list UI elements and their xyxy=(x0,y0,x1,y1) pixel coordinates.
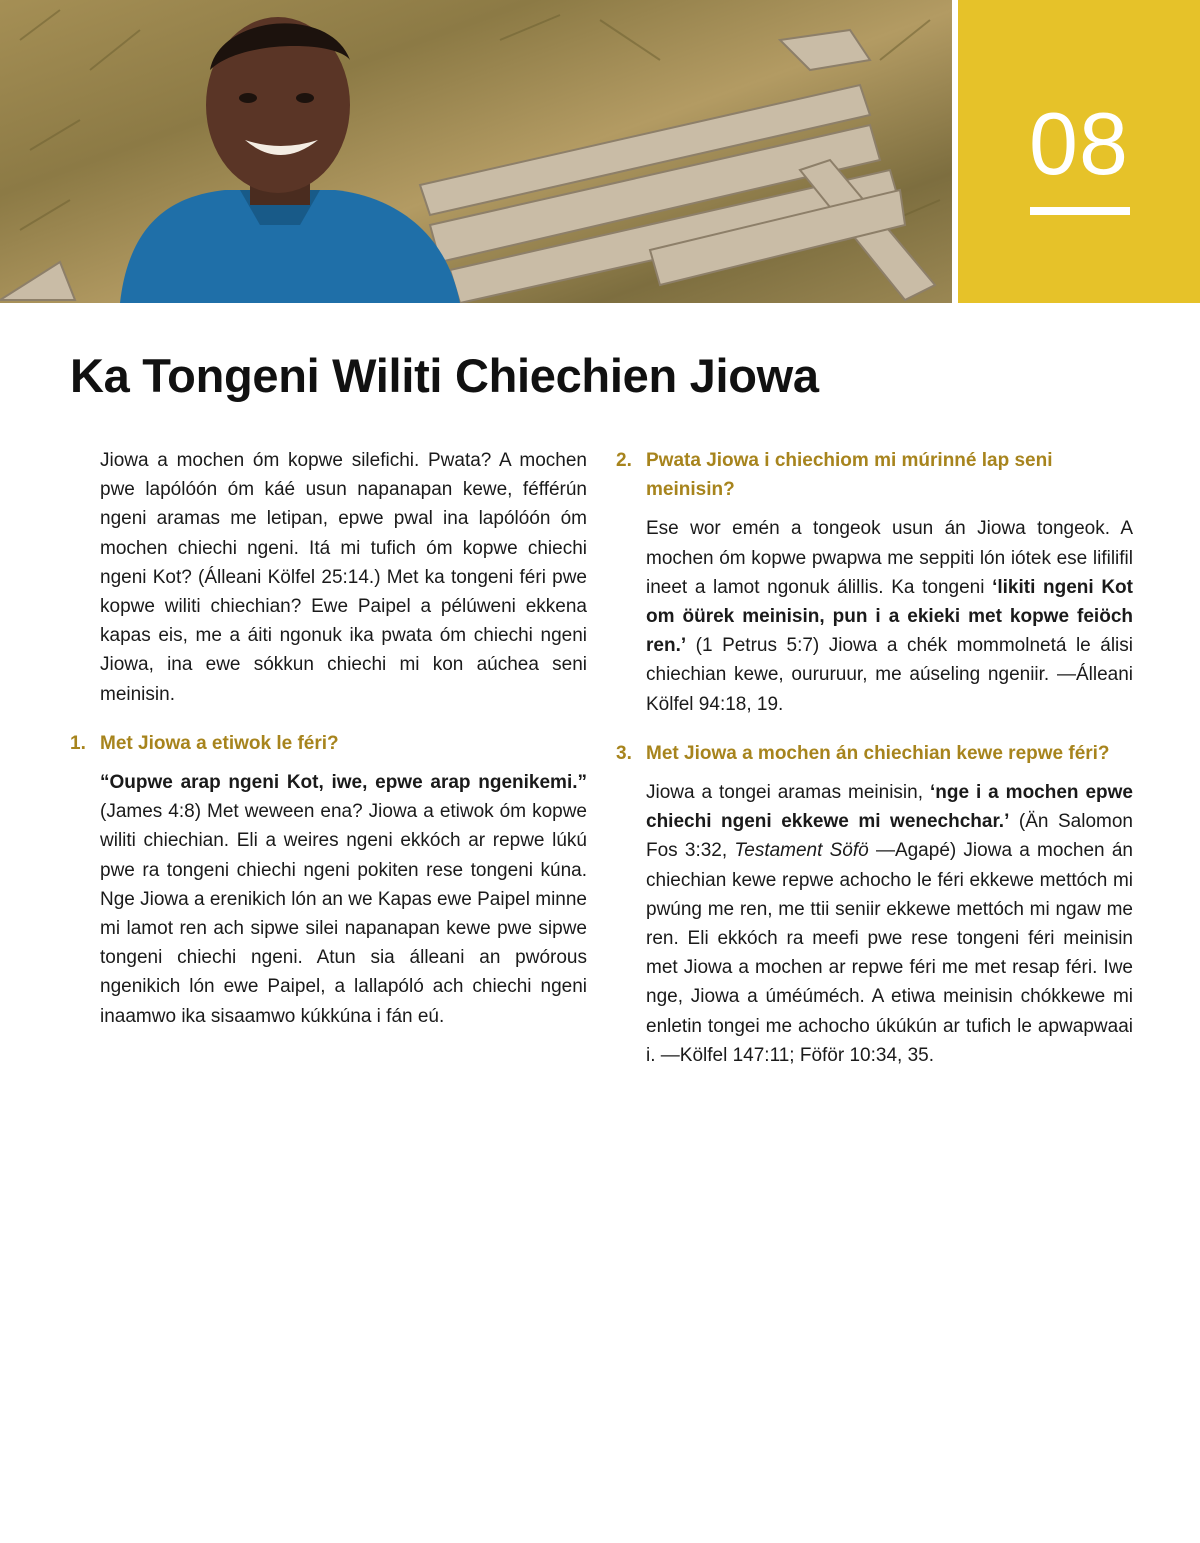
answer-text: (1 Petrus 5:7) Jiowa a chék mommolnetá le álisi chiechian kewe, oururuur, me aúseling ngeniir. —Álleani Kölfel 94:18, 19. xyxy=(646,635,1133,715)
answer-text: Ese wor emén a tongeok usun án Jiowa tongeok. A mochen óm kopwe pwapwa me seppiti lón iótek ese lifilifil ineet a lamot ngonuk álillis. Ka tongeni xyxy=(646,518,1133,598)
question-number: 1. xyxy=(70,732,86,754)
answer-3 xyxy=(646,778,1133,1070)
right-column xyxy=(616,446,1133,1070)
answer-text: (Än Salomon Fos 3:32, xyxy=(646,811,1133,862)
page-title: Ka Tongeni Wiliti Chiechien Jiowa xyxy=(70,349,819,402)
lesson-number: 08 xyxy=(1029,94,1129,193)
question-text: Pwata Jiowa i chiechiom mi múrinné lap seni meinisin? xyxy=(646,450,1053,501)
answer-text: (James 4:8) Met weween ena? Jiowa a etiwok óm kopwe wiliti chiechian. Eli a weires ngeni ekkóch ar repwe lúkú pwe ra tongeni chiechi ngeni pokiten rese tongeni kúna. Nge Jiowa a erenikich lón an we Kapas ewe Paipel minne mi lamot ren ach sipwe silei napanapan kewe pwe sipwe tongeni chiechi ngeni. Atun sia álleani an pwórous ngenikich lón ewe Paipel, a lallapóló ach chiechi ngeni inaamwo ika sisaamwo kúkkúna i fán eú. xyxy=(100,801,587,1027)
left-column xyxy=(70,446,587,1031)
bold-quote: ‘nge i a mochen epwe chiechi ngeni ekkewe mi wenechchar.’ xyxy=(646,782,1133,833)
lesson-underline xyxy=(1030,207,1130,215)
question-3 xyxy=(616,739,1133,768)
hero-photo xyxy=(0,0,952,303)
question-2 xyxy=(616,446,1133,504)
answer-2 xyxy=(646,514,1133,718)
lesson-number-box xyxy=(958,0,1200,303)
answer-text: Jiowa a tongei aramas meinisin, xyxy=(646,782,930,804)
question-text: Met Jiowa a mochen án chiechian kewe repwe féri? xyxy=(646,742,1110,764)
italic-reference: Testament Söfö xyxy=(734,840,869,862)
question-number: 3. xyxy=(616,742,632,764)
person xyxy=(120,17,460,303)
question-1 xyxy=(70,729,587,758)
bold-quote: “Oupwe arap ngeni Kot, iwe, epwe arap ngenikemi.” xyxy=(100,772,587,794)
intro-paragraph: Jiowa a mochen óm kopwe silefichi. Pwata? A mochen pwe lapólóón óm káé usun napanapan kewe, féfférún ngeni aramas me letipan, epwe pwal ina lapólóón óm mochen chiechi ngeni. Itá mi tufich óm kopwe chiechi ngeni Kot? (Álleani Kölfel 25:14.) Met ka tongeni féri pwe kopwe wiliti chiechian? Ewe Paipel a pélúweni ekkena kapas eis, me a áiti ngonuk ika pwata óm chiechi ngeni Jiowa, ina ewe sókkun chiechi mi kon aúchea seni meinisin. xyxy=(100,450,587,705)
hero-illustration xyxy=(0,0,952,303)
bold-quote: ‘likiti ngeni Kot om öürek meinisin, pun i a ekieki met kopwe feiöch ren.’ xyxy=(646,576,1133,657)
question-text: Met Jiowa a etiwok le féri? xyxy=(100,732,339,754)
answer-1 xyxy=(100,768,587,1031)
answer-text: —Agapé) Jiowa a mochen án chiechian kewe repwe achocho le féri ekkewe mettóch mi pwúng me ren, me ttii seniir ekkewe mettóch mi ngaw me ren. Eli ekkóch ra meefi pwe rese tongeni féri meinisin met Jiowa a mochen ar repwe féri me met resap féri. Iwe nge, Jiowa a úméúméch. A etiwa meinisin chókkewe mi enletin tongei me achocho úkúkún ar tufich le apwapwaai i. —Kölfel 147:11; Föför 10:34, 35. xyxy=(646,840,1133,1066)
question-number: 2. xyxy=(616,450,632,471)
